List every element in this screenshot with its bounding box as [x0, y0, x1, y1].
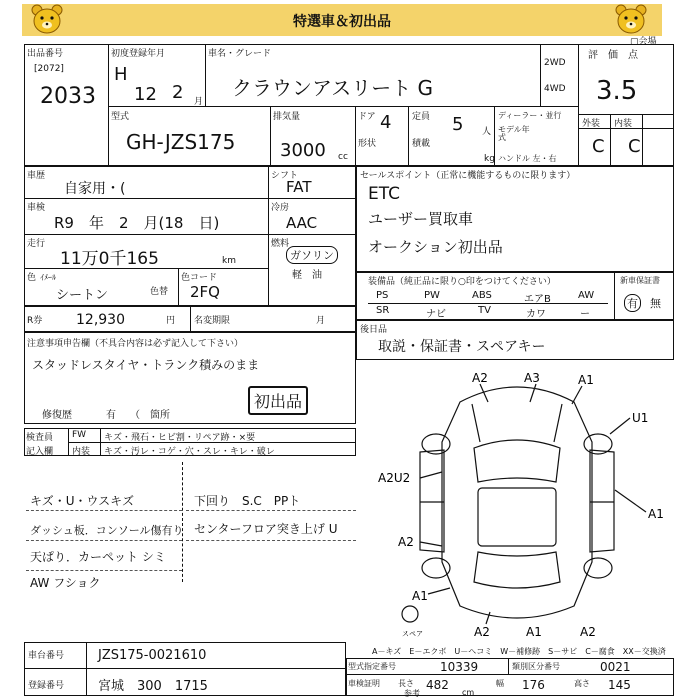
- model-value: GH-JZS175: [126, 130, 236, 154]
- notes-label: 注意事項申告欄（不具合内容は必ず記入して下さい）: [27, 339, 244, 349]
- length-unit: cm: [462, 688, 475, 697]
- warranty-label: 新車保証書: [620, 276, 660, 285]
- kg-unit: kg: [484, 154, 495, 164]
- fuel-value: ガソリン: [286, 246, 338, 264]
- venue-note: ▢会場: [630, 37, 657, 47]
- ac-value: AAC: [286, 214, 318, 232]
- sales-line2: ユーザー買取車: [368, 210, 474, 228]
- remark-5: 下回り S.C PPト: [194, 494, 301, 508]
- fw-items: キズ・飛石・ヒビ割・リペア跡・×要: [104, 433, 256, 443]
- bear-mascot-left-icon: [30, 4, 64, 34]
- seat-label: 定員: [412, 112, 431, 122]
- door-label: ドア: [358, 112, 376, 122]
- fw-label: FW: [72, 430, 87, 440]
- ac-label: 冷房: [271, 203, 290, 213]
- width-label: 幅: [496, 679, 504, 688]
- drive-2wd: 2WD: [544, 58, 566, 68]
- equipment-label: 装備品（純正品に限り○印をつけてください）: [368, 277, 556, 287]
- height-value: 145: [608, 678, 631, 692]
- mark-front-right: A1: [578, 373, 594, 387]
- equip-aw: AW: [578, 290, 595, 301]
- sales-line1: ETC: [368, 184, 400, 204]
- mileage-label: 走行: [27, 239, 46, 249]
- remark-4: AW フショク: [30, 576, 101, 590]
- rear-label: 後日品: [360, 325, 388, 335]
- mark-right-fender: U1: [632, 411, 649, 425]
- reg-label: 登録番号: [28, 681, 65, 691]
- history-value: 自家用・(: [64, 181, 126, 197]
- model-spec-label: 型式指定番号: [348, 662, 396, 671]
- equip-sr: SR: [376, 305, 390, 316]
- color-note: ｲﾒｰﾙ: [40, 273, 56, 282]
- mark-left-door-front: A2U2: [378, 471, 411, 485]
- inspection-value: R9 年 2 月(18 日): [54, 214, 220, 232]
- mark-rear-left: A2: [474, 625, 490, 639]
- fuel-value2: 軽 油: [292, 270, 322, 281]
- mark-rear-center: A1: [526, 625, 542, 639]
- car-name: クラウンアスリート G: [232, 76, 434, 100]
- recycle-yen: 円: [166, 316, 176, 326]
- shift-value: FAT: [286, 178, 312, 196]
- length-value: 482: [426, 678, 449, 692]
- lot-label: 出品番号: [27, 49, 64, 59]
- km-unit: km: [222, 256, 236, 266]
- load-label: 積載: [412, 139, 431, 149]
- equip-ps: PS: [376, 290, 389, 301]
- repair-count: （ 箇所: [130, 410, 170, 421]
- chassis-value: JZS175-0021610: [98, 648, 207, 663]
- damage-legend: A－キズ E－エクボ U－ヘコミ W－補修跡 S－サビ C－腐食 XX－交換済: [372, 647, 666, 656]
- sales-line3: オークション初出品: [368, 238, 503, 256]
- color-value: シートン: [56, 288, 109, 303]
- handle-label: ハンドル 左・右: [498, 154, 557, 163]
- displacement-label: 排気量: [273, 112, 301, 122]
- spare-label: スペア: [402, 630, 423, 638]
- height-label: 高さ: [574, 679, 590, 688]
- class-label: 類別区分番号: [512, 662, 560, 671]
- color-code-value: 2FQ: [190, 283, 220, 301]
- mileage-value: 11万0千165: [60, 249, 159, 269]
- equip-abs: ABS: [472, 290, 492, 301]
- seat-value: 5: [452, 114, 464, 135]
- cc-unit: cc: [338, 152, 348, 162]
- cert-label: 車検証明: [348, 679, 380, 688]
- renewal-month: 月: [316, 316, 326, 326]
- score-label: 評 価 点: [588, 50, 638, 61]
- renewal-label: 名変期限: [194, 316, 231, 326]
- first-reg-year: 12: [134, 84, 157, 105]
- first-listing-stamp: 初出品: [248, 386, 308, 415]
- model-spec-value: 10339: [440, 660, 479, 674]
- rear-value: 取説・保証書・スペアキー: [378, 339, 546, 355]
- color-code-label: 色コード: [181, 273, 218, 283]
- equip-airbag: エアB: [524, 294, 551, 305]
- banner-title: 特選車＆初出品: [293, 14, 391, 30]
- ext-label: 外装: [582, 119, 601, 129]
- color-change-label: 色替: [150, 287, 169, 297]
- model-label: 型式: [111, 112, 130, 122]
- repair-value: 有: [106, 410, 116, 421]
- equip-navi: ナビ: [426, 309, 446, 320]
- int-grade: C: [628, 136, 641, 157]
- notes-value: スタッドレスタイヤ・トランク積みのまま: [32, 358, 260, 372]
- history-label: 車歴: [27, 171, 46, 181]
- model-year-label: モデル年式: [498, 125, 530, 142]
- month-unit: 月: [194, 97, 204, 107]
- repair-label: 修復歴: [42, 410, 72, 421]
- fuel-label: 燃料: [271, 239, 290, 249]
- interior-label: 内装: [72, 447, 91, 457]
- inspection-label: 車検: [27, 203, 46, 213]
- recycle-label: R券: [27, 316, 43, 326]
- interior-items: キズ・汚レ・コゲ・穴・スレ・キレ・破レ: [104, 447, 275, 457]
- mark-front-center: A3: [524, 371, 540, 385]
- first-reg-era: H: [114, 64, 128, 85]
- mark-right-door: A1: [648, 507, 664, 521]
- first-reg-month: 2: [172, 82, 184, 103]
- warranty-yes: 有: [624, 294, 641, 312]
- remark-3: 天ぱり．カーペット シミ: [30, 550, 166, 564]
- first-reg-label: 初度登録年月: [111, 49, 166, 59]
- sales-label: セールスポイント（正常に機能するものに限ります）: [360, 171, 576, 181]
- shift-label: シフト: [271, 171, 299, 181]
- ref-label: 参考: [404, 689, 420, 698]
- door-value: 4: [380, 112, 392, 133]
- color-label: 色: [27, 273, 37, 283]
- remark-2: ダッシュ板．コンソール傷有り: [30, 524, 184, 537]
- remark-1: キズ・U・ウスキズ: [30, 494, 134, 508]
- car-damage-diagram: [360, 362, 674, 644]
- score-value: 3.5: [596, 76, 638, 106]
- inspector-label: 検査員: [26, 433, 54, 443]
- ext-grade: C: [592, 136, 605, 157]
- lot-number: 2033: [40, 84, 96, 109]
- equip-tv: TV: [478, 305, 491, 316]
- int-label: 内装: [614, 119, 633, 129]
- chassis-label: 車台番号: [28, 651, 65, 661]
- banner: [22, 4, 662, 36]
- reg-value: 宮城 300 1715: [98, 679, 208, 694]
- shape-label: 形状: [358, 139, 377, 149]
- mark-rear-right: A2: [580, 625, 596, 639]
- record-label: 記入欄: [26, 447, 54, 457]
- header-block: [24, 44, 674, 166]
- lot-sub: [2072]: [34, 64, 64, 74]
- remark-6: センターフロア突き上げ U: [194, 522, 338, 536]
- mark-left-door-rear: A2: [398, 535, 414, 549]
- length-label: 長さ: [398, 679, 414, 688]
- bear-mascot-right-icon: [614, 4, 648, 34]
- drive-4wd: 4WD: [544, 84, 566, 94]
- class-value: 0021: [600, 660, 631, 674]
- car-name-label: 車名・グレード: [208, 49, 272, 59]
- displacement-value: 3000: [280, 140, 326, 161]
- equip-leather: カワ: [526, 309, 546, 320]
- seat-unit: 人: [482, 127, 492, 137]
- dealer-label: ディーラー・並行: [498, 111, 562, 120]
- equip-other: ー: [580, 309, 590, 320]
- mark-front-left: A2: [472, 371, 488, 385]
- mark-left-rear: A1: [412, 589, 428, 603]
- width-value: 176: [522, 678, 545, 692]
- warranty-no: 無: [650, 297, 661, 310]
- equip-pw: PW: [424, 290, 440, 301]
- recycle-value: 12,930: [76, 312, 125, 328]
